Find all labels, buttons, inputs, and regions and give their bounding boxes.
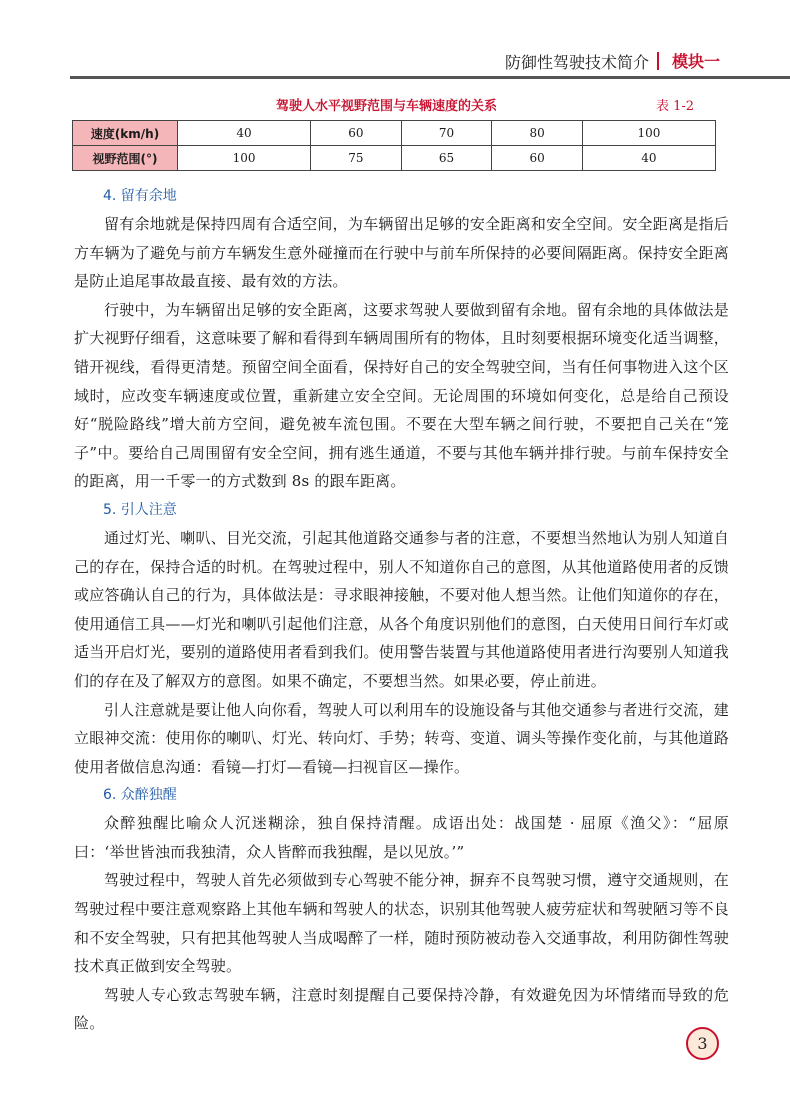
- paragraph: 驾驶过程中，驾驶人首先必须做到专心驾驶不能分神，摒弃不良驾驶习惯，遵守交通规则，在驾驶过程中要注意观察路上其他车辆和驾驶人的状态，识别其他驾驶人疲劳症状和驾驶陋习等不良和不安全驾驶，只有把其他驾驶人当成喝醉了一样，随时预防被动卷入交通事故，利用防御性驾驶技术真正做到安全驾驶。: [74, 871, 729, 976]
- paragraph: 通过灯光、喇叭、目光交流，引起其他道路交通参与者的注意，不要想当然地认为别人知道自己的存在，保持合适的时机。在驾驶过程中，别人不知道你自己的意图，从其他道路使用者的反馈或应答确认自己的行为，具体做法是：寻求眼神接触，不要对他人想当然。让他们知道你的存在，使用通信工具——灯光和喇叭引起他们注意，从各个角度识别他们的意图，白天使用日间行车灯或适当开启灯光，要别的道路使用者看到我们。使用警告装置与其他道路使用者进行沟要别人知道我们的存在及了解双方的意图。如果不确定，不要想当然。如果必要，停止前进。: [74, 528, 729, 690]
- paragraph: 众醉独醒比喻众人沉迷糊涂，独自保持清醒。成语出处：战国楚 · 屈原《渔父》：“屈原曰：‘举世皆浊而我独清，众人皆醉而我独醒，是以见放。’”: [74, 814, 729, 861]
- table-cell: 40: [582, 146, 715, 171]
- header-rule: [70, 76, 790, 79]
- section-title: 5. 引人注意: [103, 501, 177, 518]
- table-cell: 40: [178, 121, 311, 146]
- table-number: 表 1-2: [656, 99, 695, 114]
- header-module: 模块一: [672, 52, 721, 71]
- table-row: [73, 121, 716, 146]
- paragraph: 驾驶人专心致志驾驶车辆，注意时刻提醒自己要保持冷静，有效避免因为坏情绪而导致的危险。: [74, 985, 729, 1033]
- table-cell: 70: [401, 121, 492, 146]
- section-title: 6. 众醉独醒: [103, 787, 177, 804]
- paragraph: 行驶中，为车辆留出足够的安全距离，这要求驾驶人要做到留有余地。留有余地的具体做法是扩大视野仔细看，这意味要了解和看得到车辆周围所有的物体，且时刻要根据环境变化适当调整，错开视线，看得更清楚。预留空间全面看，保持好自己的安全驾驶空间，当有任何事物进入这个区域时，应改变车辆速度或位置，重新建立安全空间。无论周围的环境如何变化，总是给自己预设好“脱险路线”增大前方空间，避免被车流包围。不要在大型车辆之间行驶，不要把自己关在“笼子”中。要给自己周围留有安全空间，拥有逃生通道，不要与其他车辆并排行驶。与前车保持安全的距离，用一千零一的方式数到 8s 的跟车距离。: [74, 300, 729, 491]
- table-cell: 60: [311, 121, 402, 146]
- paragraph: 引人注意就是要让他人向你看，驾驶人可以利用车的设施设备与其他交通参与者进行交流，建立眼神交流：使用你的喇叭、灯光、转向灯、手势；转弯、变道、调头等操作变化前，与其他道路使用者做信息沟通：看镜—打灯—看镜—扫视盲区—操作。: [74, 700, 729, 776]
- table-row-label: 速度(km/h): [73, 121, 178, 146]
- table-cell: 100: [178, 146, 311, 171]
- table-cell: 100: [582, 121, 715, 146]
- header-title: 防御性驾驶技术简介: [504, 53, 649, 72]
- page-number: 3: [686, 1027, 719, 1060]
- speed-vision-table: [72, 120, 716, 171]
- table-row: [73, 146, 716, 171]
- table-cell: 75: [311, 146, 402, 171]
- table-cell: 80: [492, 121, 583, 146]
- paragraph: 留有余地就是保持四周有合适空间，为车辆留出足够的安全距离和安全空间。安全距离是指后方车辆为了避免与前方车辆发生意外碰撞而在行驶中与前车所保持的必要间隔距离。保持安全距离是防止追尾事故最直接、最有效的方法。: [74, 215, 729, 291]
- page-header: [0, 36, 790, 76]
- section-title: 4. 留有余地: [103, 188, 177, 204]
- table-cell: 60: [492, 146, 583, 171]
- main-content: [74, 182, 729, 1038]
- table-caption: 驾驶人水平视野范围与车辆速度的关系: [276, 99, 498, 114]
- header-separator: [657, 52, 659, 70]
- table-row-label: 视野范围(°): [73, 146, 178, 171]
- table-cell: 65: [401, 146, 492, 171]
